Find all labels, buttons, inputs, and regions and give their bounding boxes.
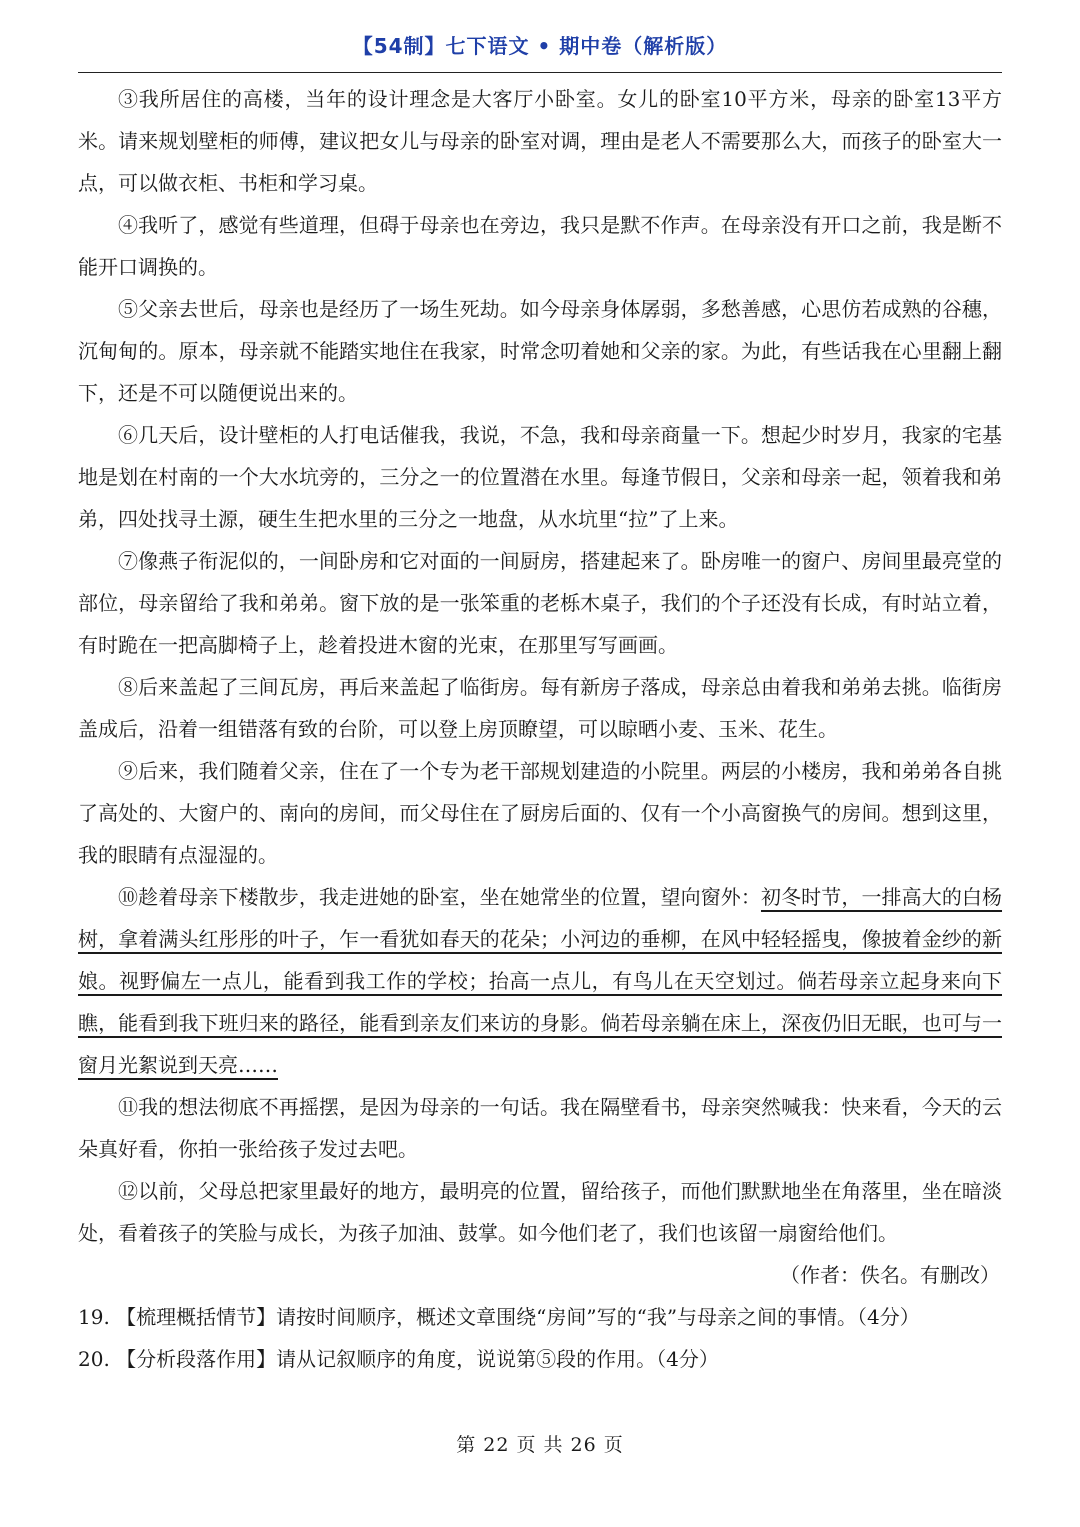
page-number: 第 22 页 共 26 页: [456, 1434, 624, 1456]
question-19: 19. 【梳理概括情节】请按时间顺序，概述文章围绕“房间”写的“我”与母亲之间的事情。（4分）: [78, 1305, 920, 1329]
paragraph-8: ⑧后来盖起了三间瓦房，再后来盖起了临街房。每有新房子落成，母亲总由着我和弟弟去挑。临街房盖成后，沿着一组错落有致的台阶，可以登上房顶瞭望，可以晾晒小麦、玉米、花生。: [78, 675, 1002, 741]
paragraph-4: ④我听了，感觉有些道理，但碍于母亲也在旁边，我只是默不作声。在母亲没有开口之前，我是断不能开口调换的。: [78, 213, 1002, 279]
header-divider: [78, 72, 1002, 73]
paragraph-12: ⑫以前，父母总把家里最好的地方，最明亮的位置，留给孩子，而他们默默地坐在角落里，坐在暗淡处，看着孩子的笑脸与成长，为孩子加油、鼓掌。如今他们老了，我们也该留一扇窗给他们。: [78, 1179, 1002, 1245]
paragraph-10: [78, 876, 1002, 1086]
paragraph-3: ③我所居住的高楼，当年的设计理念是大客厅小卧室。女儿的卧室10平方米，母亲的卧室13平方米。请来规划壁柜的师傅，建议把女儿与母亲的卧室对调，理由是老人不需要那么大，而孩子的卧室大一点，可以做衣柜、书柜和学习桌。: [78, 87, 1002, 195]
document-header-title: 【54制】七下语文 • 期中卷（解析版）: [352, 34, 728, 58]
question-20: 20. 【分析段落作用】请从记叙顺序的角度，说说第⑤段的作用。（4分）: [78, 1347, 719, 1371]
paragraph-9: ⑨后来，我们随着父亲，住在了一个专为老干部规划建造的小院里。两层的小楼房，我和弟弟各自挑了高处的、大窗户的、南向的房间，而父母住在了厨房后面的、仅有一个小高窗换气的房间。想到这里，我的眼睛有点湿湿的。: [78, 759, 1002, 867]
paragraph-10-underlined-passage: 初冬时节，一排高大的白杨树，拿着满头红彤彤的叶子，乍一看犹如春天的花朵；小河边的垂柳，在风中轻轻摇曳，像披着金纱的新娘。视野偏左一点儿，能看到我工作的学校；抬高一点儿，有鸟儿在天空划过。倘若母亲立起身来向下瞧，能看到我下班归来的路径，能看到亲友们来访的身影。倘若母亲躺在床上，深夜仍旧无眠，也可与一窗月光絮说到天亮……: [78, 885, 1003, 1077]
passage-body: [78, 78, 1002, 1380]
paragraph-7: ⑦像燕子衔泥似的，一间卧房和它对面的一间厨房，搭建起来了。卧房唯一的窗户、房间里最亮堂的部位，母亲留给了我和弟弟。窗下放的是一张笨重的老栎木桌子，我们的个子还没有长成，有时站立着，有时跪在一把高脚椅子上，趁着投进木窗的光束，在那里写写画画。: [78, 549, 1002, 657]
paragraph-10-lead: ⑩趁着母亲下楼散步，我走进她的卧室，坐在她常坐的位置，望向窗外：: [118, 885, 761, 909]
paragraph-6: ⑥几天后，设计壁柜的人打电话催我，我说，不急，我和母亲商量一下。想起少时岁月，我家的宅基地是划在村南的一个大水坑旁的，三分之一的位置潜在水里。每逢节假日，父亲和母亲一起，领着我和弟弟，四处找寻土源，硬生生把水里的三分之一地盘，从水坑里“拉”了上来。: [78, 423, 1002, 531]
paragraph-11: ⑪我的想法彻底不再摇摆，是因为母亲的一句话。我在隔壁看书，母亲突然喊我：快来看，今天的云朵真好看，你拍一张给孩子发过去吧。: [78, 1095, 1002, 1161]
paragraph-5: ⑤父亲去世后，母亲也是经历了一场生死劫。如今母亲身体孱弱，多愁善感，心思仿若成熟的谷穗，沉甸甸的。原本，母亲就不能踏实地住在我家，时常念叨着她和父亲的家。为此，有些话我在心里翻上翻下，还是不可以随便说出来的。: [78, 297, 1002, 405]
author-note: （作者：佚名。有删改）: [780, 1263, 1000, 1287]
